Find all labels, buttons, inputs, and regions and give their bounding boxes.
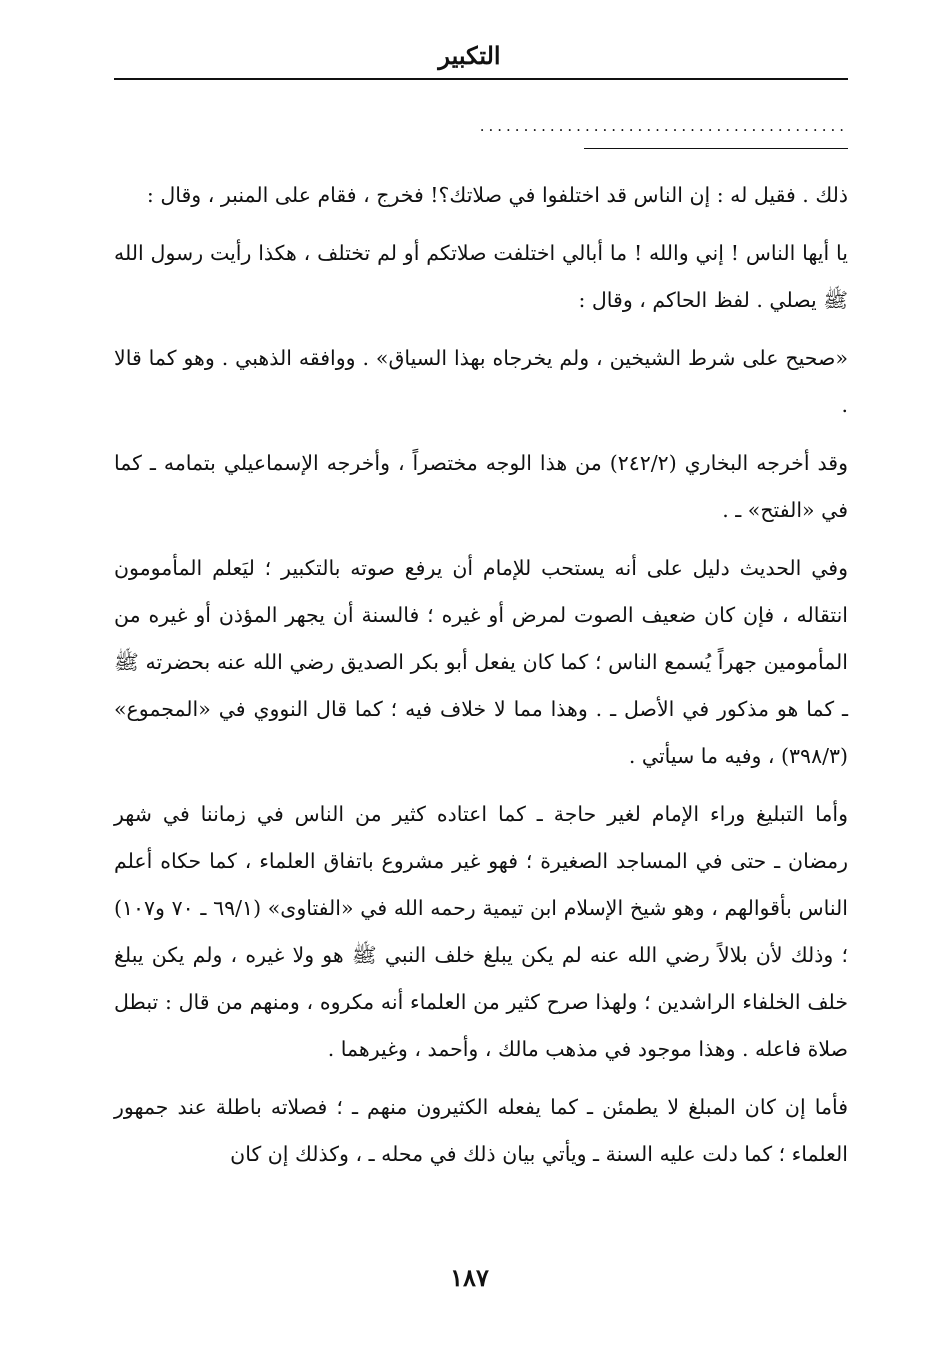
paragraph: ذلك . فقيل له : إن الناس قد اختلفوا في صلاتك؟! فخرج ، فقام على المنبر ، وقال : xyxy=(146,183,848,207)
footnote-separator: .......................................... xyxy=(479,117,848,135)
paragraph: وقد أخرجه البخاري (٢٤٢/٢) من هذا الوجه مختصراً ، وأخرجه الإسماعيلي بتمامه ـ كما في «الفتح» ـ . xyxy=(114,451,848,522)
footnote-rule xyxy=(584,148,848,149)
body-text xyxy=(114,172,848,1189)
paragraph: «صحيح على شرط الشيخين ، ولم يخرجاه بهذا السياق» . ووافقه الذهبي . وهو كما قالا . xyxy=(114,346,848,417)
page-title: التكبير xyxy=(438,41,501,70)
header-rule xyxy=(114,78,848,80)
paragraph: يا أيها الناس ! إني والله ! ما أبالي اختلفت صلاتكم أو لم تختلف ، هكذا رأيت رسول الله ﷺ يصلي . لفظ الحاكم ، وقال : xyxy=(114,241,848,312)
paragraph: وأما التبليغ وراء الإمام لغير حاجة ـ كما اعتاده كثير من الناس في زماننا في شهر رمضان ـ حتى في المساجد الصغيرة ؛ فهو غير مشروع باتفاق العلماء ، كما حكاه أعلم الناس بأقوالهم ، وهو شيخ الإسلام ابن تيمية رحمه الله في «الفتاوى» (٦٩/١ ـ ٧٠ و١٠٧) ؛ وذلك لأن بلالاً رضي الله عنه لم يكن يبلغ خلف النبي ﷺ هو ولا غيره ، ولم يكن يبلغ خلف الخلفاء الراشدين ؛ ولهذا صرح كثير من العلماء أنه مكروه ، ومنهم من قال : تبطل صلاة فاعله . وهذا موجود في مذهب مالك ، وأحمد ، وغيرهما . xyxy=(114,802,848,1061)
paragraph: وفي الحديث دليل على أنه يستحب للإمام أن يرفع صوته بالتكبير ؛ ليَعلم المأمومون انتقاله ، فإن كان ضعيف الصوت لمرض أو غيره ؛ فالسنة أن يجهر المؤذن أو غيره من المأمومين جهراً يُسمع الناس ؛ كما كان يفعل أبو بكر الصديق رضي الله عنه بحضرته ﷺ ـ كما هو مذكور في الأصل ـ . وهذا مما لا خلاف فيه ؛ كما قال النووي في «المجموع» (٣٩٨/٣) ، وفيه ما سيأتي . xyxy=(114,556,848,768)
paragraph: فأما إن كان المبلغ لا يطمئن ـ كما يفعله الكثيرون منهم ـ ؛ فصلاته باطلة عند جمهور العلماء ؛ كما دلت عليه السنة ـ ويأتي بيان ذلك في محله ـ ، وكذلك إن كان xyxy=(114,1095,848,1166)
page-number: ١٨٧ xyxy=(450,1263,489,1292)
